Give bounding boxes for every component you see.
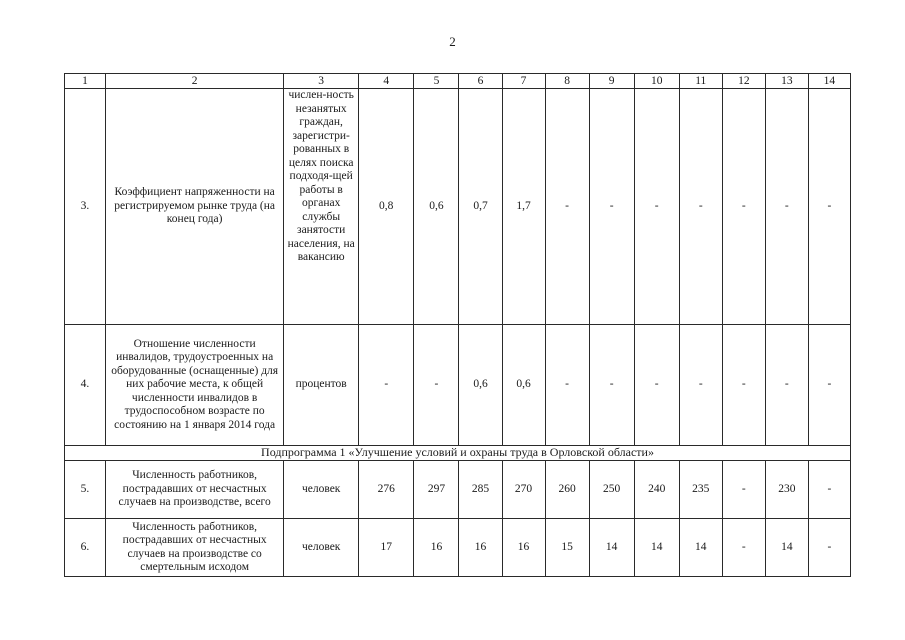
value-cell: - — [722, 519, 765, 577]
value-cell: 0,8 — [359, 89, 414, 325]
value-cell: 297 — [414, 461, 459, 519]
value-cell: - — [679, 325, 722, 446]
value-cell: - — [634, 325, 679, 446]
row-number: 6. — [65, 519, 106, 577]
value-cell: 276 — [359, 461, 414, 519]
value-cell: - — [722, 461, 765, 519]
value-cell: 260 — [545, 461, 589, 519]
header-cell: 10 — [634, 74, 679, 89]
header-cell: 8 — [545, 74, 589, 89]
value-cell: - — [359, 325, 414, 446]
unit-of-measure: процентов — [284, 325, 359, 446]
value-cell: 250 — [589, 461, 634, 519]
header-cell: 7 — [502, 74, 545, 89]
header-cell: 4 — [359, 74, 414, 89]
value-cell: 0,6 — [459, 325, 502, 446]
header-cell: 2 — [105, 74, 283, 89]
header-cell: 5 — [414, 74, 459, 89]
value-cell: - — [722, 89, 765, 325]
value-cell: - — [545, 89, 589, 325]
subprogram-title: Подпрограмма 1 «Улучшение условий и охраны труда в Орловской области» — [65, 446, 851, 461]
value-cell: 0,7 — [459, 89, 502, 325]
value-cell: 0,6 — [502, 325, 545, 446]
value-cell: 14 — [765, 519, 808, 577]
row-number: 4. — [65, 325, 106, 446]
indicator-name: Численность работников, пострадавших от несчастных случаев на производстве, всего — [105, 461, 283, 519]
indicator-name: Численность работников, пострадавших от несчастных случаев на производстве со смертельным исходом — [105, 519, 283, 577]
indicators-table — [64, 73, 851, 577]
table-row — [65, 89, 851, 325]
value-cell: 235 — [679, 461, 722, 519]
unit-of-measure: человек — [284, 461, 359, 519]
value-cell: 14 — [589, 519, 634, 577]
value-cell: 0,6 — [414, 89, 459, 325]
value-cell: - — [545, 325, 589, 446]
value-cell: - — [589, 89, 634, 325]
value-cell: 16 — [459, 519, 502, 577]
header-cell: 1 — [65, 74, 106, 89]
value-cell: - — [414, 325, 459, 446]
table-row — [65, 461, 851, 519]
value-cell: - — [589, 325, 634, 446]
value-cell: 1,7 — [502, 89, 545, 325]
unit-of-measure: числен-ность незанятых граждан, зарегистри-рованных в целях поиска подходя-щей работы в органах службы занятости населения, на вакансию — [284, 89, 359, 325]
table-row — [65, 325, 851, 446]
value-cell: 16 — [414, 519, 459, 577]
header-cell: 13 — [765, 74, 808, 89]
value-cell: - — [722, 325, 765, 446]
row-number: 3. — [65, 89, 106, 325]
value-cell: - — [808, 519, 850, 577]
value-cell: - — [808, 325, 850, 446]
value-cell: - — [765, 89, 808, 325]
value-cell: - — [634, 89, 679, 325]
value-cell: 230 — [765, 461, 808, 519]
header-cell: 3 — [284, 74, 359, 89]
indicator-name: Коэффициент напряженности на регистрируемом рынке труда (на конец года) — [105, 89, 283, 325]
table-row — [65, 519, 851, 577]
value-cell: 270 — [502, 461, 545, 519]
value-cell: 17 — [359, 519, 414, 577]
value-cell: 15 — [545, 519, 589, 577]
value-cell: - — [808, 461, 850, 519]
indicator-name: Отношение численности инвалидов, трудоустроенных на оборудованные (оснащенные) для них рабочие места, к общей численности инвалидов в трудоспособном возрасте по состоянию на 1 января 2014 года — [105, 325, 283, 446]
table-header-row — [65, 74, 851, 89]
header-cell: 11 — [679, 74, 722, 89]
subprogram-row — [65, 446, 851, 461]
row-number: 5. — [65, 461, 106, 519]
value-cell: - — [808, 89, 850, 325]
value-cell: 240 — [634, 461, 679, 519]
value-cell: 16 — [502, 519, 545, 577]
header-cell: 14 — [808, 74, 850, 89]
unit-of-measure: человек — [284, 519, 359, 577]
header-cell: 12 — [722, 74, 765, 89]
value-cell: 285 — [459, 461, 502, 519]
header-cell: 6 — [459, 74, 502, 89]
value-cell: - — [679, 89, 722, 325]
value-cell: 14 — [679, 519, 722, 577]
header-cell: 9 — [589, 74, 634, 89]
page-number: 2 — [449, 34, 456, 49]
value-cell: - — [765, 325, 808, 446]
value-cell: 14 — [634, 519, 679, 577]
